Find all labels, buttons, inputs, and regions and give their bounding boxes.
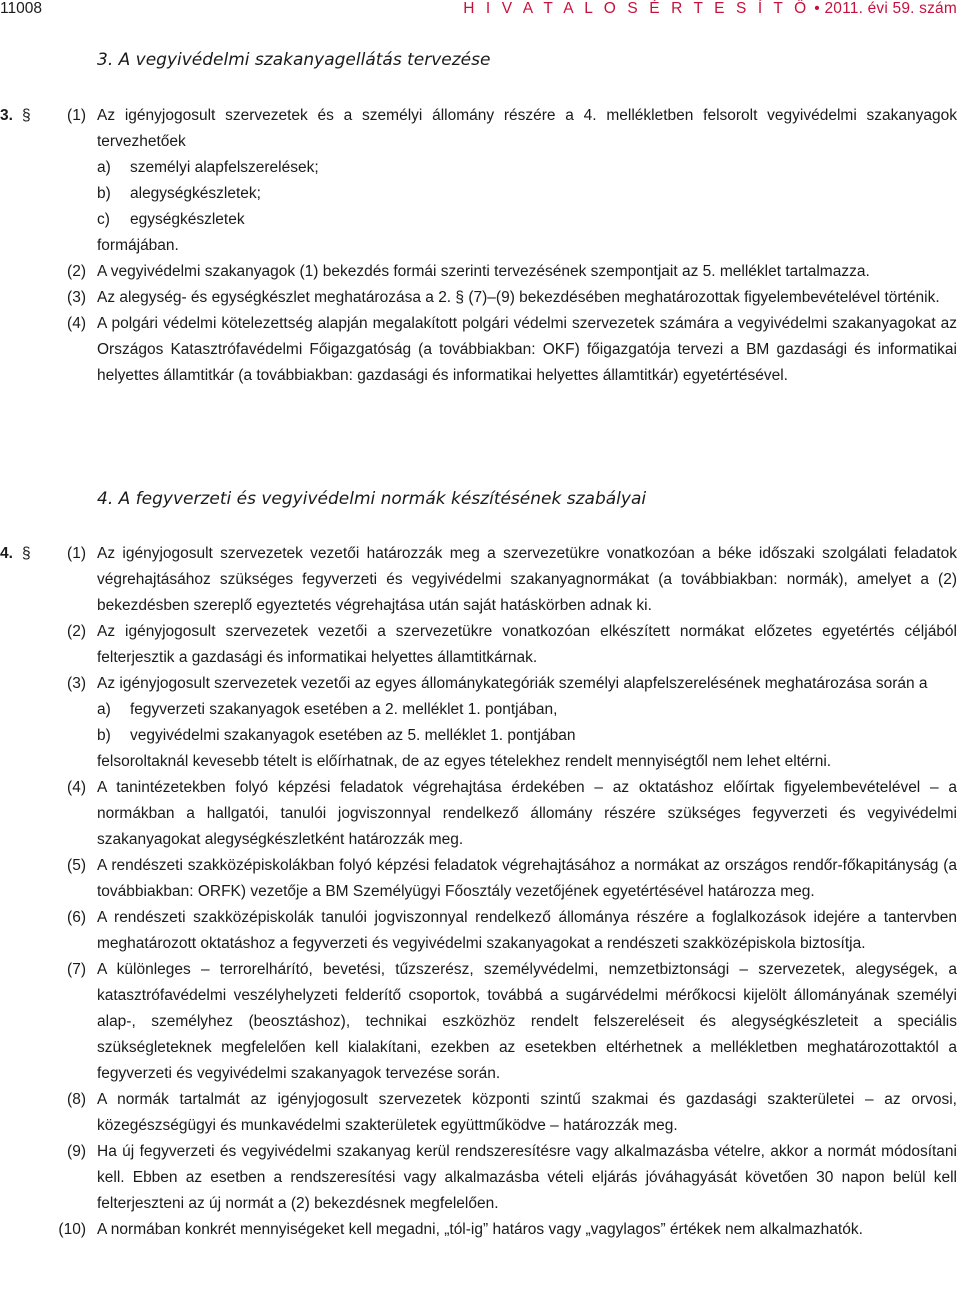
subsection-number: (4) (67, 315, 86, 332)
item-label: a) (97, 159, 111, 176)
list-tail: felsoroltaknál kevesebb tételt is előírhatnak, de az egyes tételekhez rendelt mennyiségtől nem lehet eltérni. (97, 753, 832, 770)
issue-label: 2011. évi 59. szám (824, 0, 957, 17)
paragraph-4-6 (0, 905, 960, 957)
item-text: személyi alapfelszerelések; (130, 159, 319, 176)
subsection-number: (7) (67, 961, 86, 978)
journal-title: H I V A T A L O S É R T E S Í T Ő (463, 0, 810, 17)
section-sign: § (22, 107, 31, 124)
item-text: fegyverzeti szakanyagok esetében a 2. melléklet 1. pontjában, (130, 701, 558, 718)
item-text: alegységkészletek; (130, 185, 261, 202)
subsection-text: A polgári védelmi kötelezettség alapján megalakított polgári védelmi szervezetek számára a vegyivédelmi szakanyagokat az Országos Katasztrófavédelmi Főigazgatóság (a továbbiakban: OKF) főigazgatója tervezi a BM gazdasági és informatikai helyettes államtitkár (a továbbiakban: gazdasági és informatikai helyettes államtitkár) egyetértésével. (97, 315, 957, 384)
item-label: b) (97, 727, 111, 744)
subsection-number: (10) (58, 1221, 86, 1238)
section-3-title: 3. A vegyivédelmi szakanyagellátás tervezése (97, 50, 491, 70)
section-4-body (0, 541, 960, 1243)
section-sign: § (22, 545, 31, 562)
paragraph-mark: 3. (0, 107, 13, 124)
section-4-title: 4. A fegyverzeti és vegyivédelmi normák készítésének szabályai (97, 489, 647, 509)
subsection-text: A tanintézetekben folyó képzési feladatok végrehajtása érdekében – az oktatáshoz előírtak figyelembevételével – a normákban a hallgatói, tanulói jogviszonnyal rendelkező állomány részére szükséges fegyverzeti és vegyivédelmi szakanyagokat alegységkészletként határozzák meg. (97, 779, 957, 848)
subsection-number: (8) (67, 1091, 86, 1108)
list-item (97, 723, 960, 749)
subsection-number: (3) (67, 675, 86, 692)
subsection-text: A vegyivédelmi szakanyagok (1) bekezdés formái szerinti tervezésének szempontjait az 5. melléklet tartalmazza. (97, 263, 870, 280)
paragraph-4-9 (0, 1139, 960, 1217)
paragraph-3-1 (0, 103, 960, 155)
subsection-text: Az igényjogosult szervezetek vezetői határozzák meg a szervezetükre vonatkozóan a béke időszaki szolgálati feladatok végrehajtásához szükséges fegyverzeti és vegyivédelmi szakanyagnormákat (a továbbiakban: normák), amelyet a (2) bekezdésben szereplő egyeztetés végrehajtása után saját hatáskörben adnak ki. (97, 545, 957, 614)
subsection-number: (1) (67, 107, 86, 124)
item-label: c) (97, 211, 110, 228)
subsection-number: (1) (67, 545, 86, 562)
subsection-number: (9) (67, 1143, 86, 1160)
subsection-text: Ha új fegyverzeti és vegyivédelmi szakanyag kerül rendszeresítésre vagy alkalmazásba vételre, akkor a normát módosítani kell. Ebben az esetben a rendszeresítési vagy alkalmazásba vételi eljárás jóváhagyását követően 30 napon belül kell felterjeszteni az új normát a (2) bekezdésnek megfelelően. (97, 1143, 957, 1212)
paragraph-3-4 (0, 311, 960, 389)
subsection-number: (3) (67, 289, 86, 306)
journal-info (463, 0, 957, 18)
subsection-text: A rendészeti szakközépiskolák tanulói jogviszonnyal rendelkező állománya részére a foglalkozások idejére a tantervben meghatározott oktatáshoz a fegyverzeti és vegyivédelmi szakanyagokat a rendészeti szakközépiskola biztosítja. (97, 909, 957, 952)
list-item (97, 207, 960, 233)
subsection-text: A rendészeti szakközépiskolákban folyó képzési feladatok végrehajtásához a normákat az országos rendőr-főkapitányság (a továbbiakban: ORFK) vezetője a BM Személyügyi Főosztály vezetőjének egyetértésével határozza meg. (97, 857, 957, 900)
paragraph-4-8 (0, 1087, 960, 1139)
subsection-text: A különleges – terrorelhárító, bevetési, tűzszerész, személyvédelmi, nemzetbiztonsági – szervezetek, alegységek, a katasztrófavédelmi veszélyhelyzeti felderítő csoportok, továbbá a sugárvédelmi mérőkocsi kijelölt állományának személyi alap-, személyhez (beosztáshoz), technikai eszközhöz rendelt felszereléseit és alegységkészleteit a speciális szükségleteknek megfelelően kell kialakítani, ezekben az esetekben eltérhetnek a mellékletben meghatározottaktól a fegyverzeti és vegyivédelmi szakanyagok tervezése során. (97, 961, 957, 1082)
list-tail: formájában. (97, 237, 179, 254)
subsection-text: A normák tartalmát az igényjogosult szervezetek központi szintű szakmai és gazdasági szakterületei – az orvosi, közegészségügyi és munkavédelmi szakterületek együttműködve – határozzák meg. (97, 1091, 957, 1134)
paragraph-4-5 (0, 853, 960, 905)
paragraph-4-3 (0, 671, 960, 697)
list-item (97, 697, 960, 723)
list-item (97, 155, 960, 181)
section-3-body (0, 103, 960, 389)
page-header (0, 0, 960, 24)
paragraph-4-2 (0, 619, 960, 671)
paragraph-3-2 (0, 259, 960, 285)
subsection-number: (5) (67, 857, 86, 874)
subsection-number: (4) (67, 779, 86, 796)
subsection-text: Az igényjogosult szervezetek vezetői a szervezetükre vonatkozóan elkészített normákat előzetes egyetértés céljából felterjesztik a gazdasági és informatikai helyettes államtitkárnak. (97, 623, 957, 666)
paragraph-4-4 (0, 775, 960, 853)
subsection-number: (2) (67, 263, 86, 280)
subsection-number: (6) (67, 909, 86, 926)
paragraph-4-7 (0, 957, 960, 1087)
item-label: a) (97, 701, 111, 718)
page-number: 11008 (0, 0, 42, 17)
paragraph-4-1 (0, 541, 960, 619)
subsection-text: Az alegység- és egységkészlet meghatározása a 2. § (7)–(9) bekezdésében meghatározottak figyelembevételével történik. (97, 289, 940, 306)
subsection-text: Az igényjogosult szervezetek vezetői az egyes állománykategóriák személyi alapfelszerelésének meghatározása során a (97, 675, 928, 692)
separator-dot: • (814, 0, 820, 17)
item-label: b) (97, 185, 111, 202)
list-item (97, 181, 960, 207)
item-text: egységkészletek (130, 211, 245, 228)
subsection-text: Az igényjogosult szervezetek és a személyi állomány részére a 4. mellékletben felsorolt vegyivédelmi szakanyagok tervezhetőek (97, 107, 957, 150)
item-text: vegyivédelmi szakanyagok esetében az 5. melléklet 1. pontjában (130, 727, 576, 744)
paragraph-4-10 (0, 1217, 960, 1243)
subsection-number: (2) (67, 623, 86, 640)
paragraph-3-3 (0, 285, 960, 311)
subsection-text: A normában konkrét mennyiségeket kell megadni, „tól-ig” határos vagy „vagylagos” értékek nem alkalmazhatók. (97, 1221, 863, 1238)
paragraph-mark: 4. (0, 545, 13, 562)
